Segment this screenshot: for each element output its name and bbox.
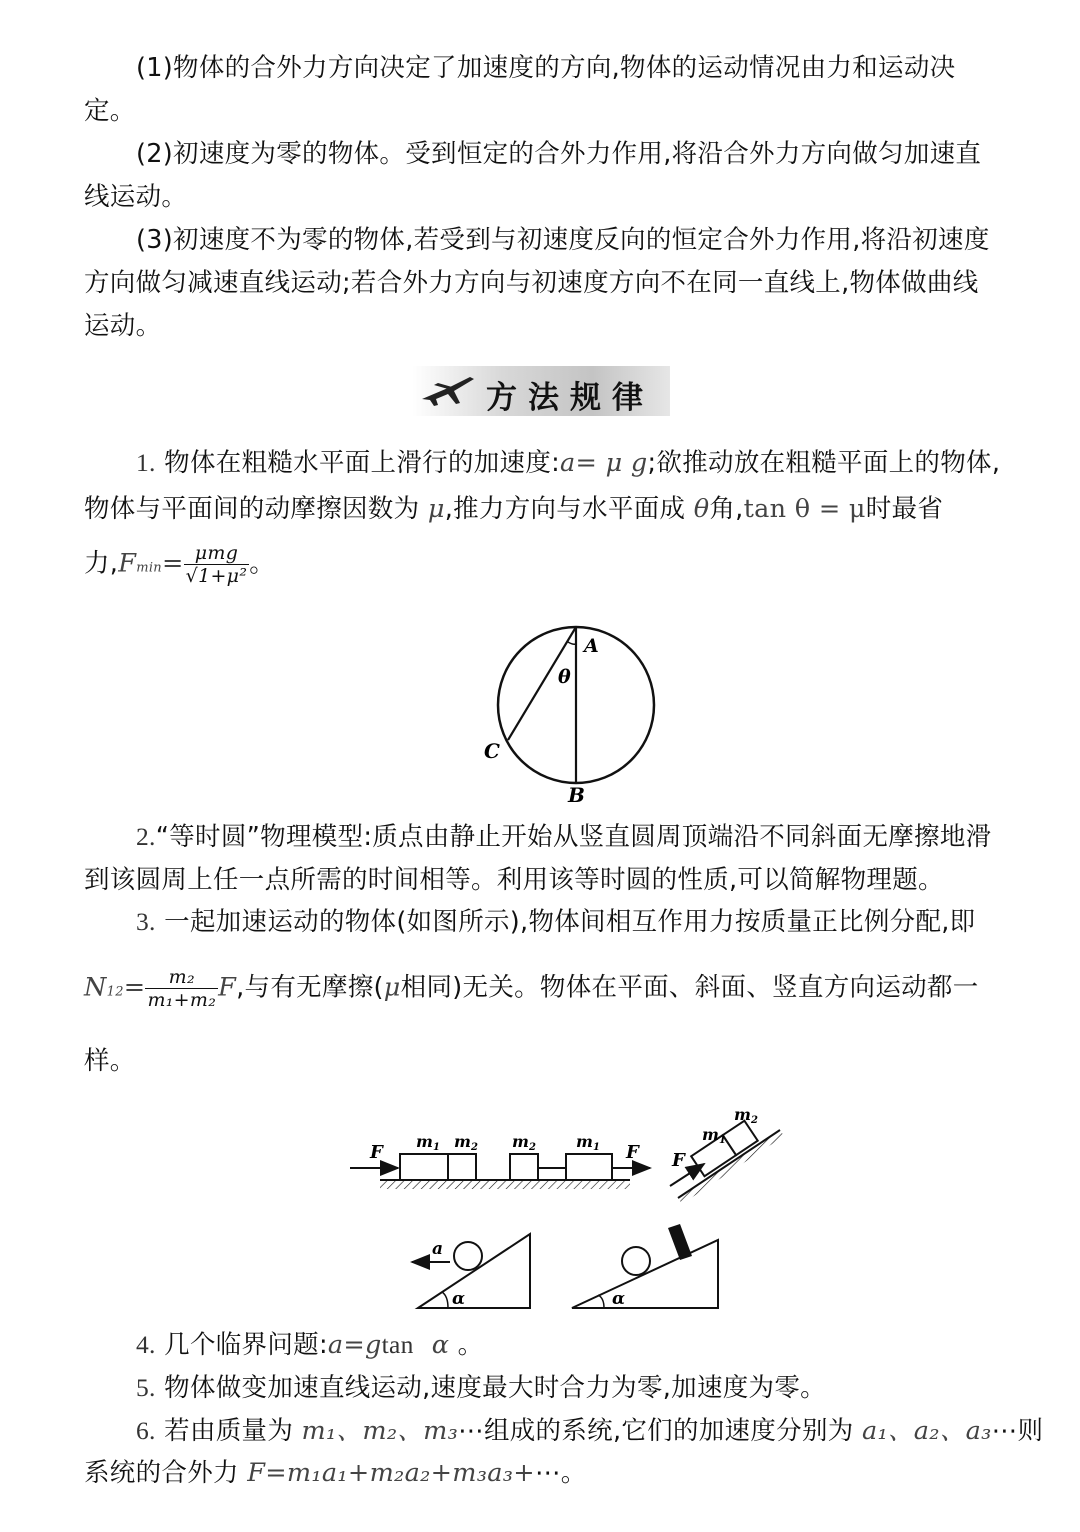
item-4 [84,1323,483,1367]
mass-label-m2-incline: m2 [734,1105,758,1126]
theta-symbol: θ [693,494,710,524]
item-1-formula-b: tan θ = μ [743,494,866,524]
item-1-text-g: 力, [84,548,119,579]
item-1-line-3 [84,542,275,590]
label-a: A [584,635,599,657]
f-min-fraction [184,542,250,587]
item-1-text-d: ,推力方向与水平面成 [444,494,694,524]
paragraph-2: (2)初速度为零的物体。受到恒定的合外力作用,将沿合外力方向做匀加速直线运动。 [84,139,982,212]
item-6-masses: m₁、m₂、m₃ [301,1416,459,1446]
item-2-text: “等时圆”物理模型:质点由静止开始从竖直圆周顶端沿不同斜面无摩擦地滑到该圆周上任一点所需的时间相等。利用该等时圆的性质,可以简解物理题。 [84,822,992,895]
mass-ratio-numerator: m₂ [145,966,218,989]
block-m1-right [566,1154,612,1180]
item-3-line-1 [84,900,975,944]
mu-symbol-2: μ [383,972,401,1003]
item-1-end: 。 [249,548,276,579]
item-3-text-c: 相同)无关。物体在平面、斜面、竖直方向运动都一 [400,972,979,1003]
force-label-left: F [370,1142,383,1163]
item-1-text-e: 角, [709,494,744,524]
item-5-text: 物体做变加速直线运动,速度最大时合力为零,加速度为零。 [155,1373,826,1403]
item-1-number: 1. [136,448,156,477]
paragraph-3: (3)初速度不为零的物体,若受到与初速度反向的恒定合外力作用,将沿初速度方向做匀减速直线运动;若合外力方向与初速度方向不在同一直线上,物体做曲线运动。 [84,225,990,341]
equals-sign: = [161,548,184,579]
mass-label-m1-right: m1 [576,1132,600,1153]
mass-ratio-denominator: m₁+m₂ [147,989,217,1011]
item-3-text-b: ,与有无摩擦( [236,972,384,1003]
n12-symbol: N [84,972,107,1003]
item-3-number: 3. [136,907,156,936]
item-2-number: 2. [136,822,156,851]
item-3-line-3 [84,1040,136,1083]
item-1-text-a: 物体在粗糙水平面上滑行的加速度: [155,448,561,478]
mass-label-m1-incline: m1 [702,1125,726,1146]
f-min-subscript: min [136,560,162,576]
item-5 [84,1366,826,1410]
mass-ratio-fraction [145,966,218,1011]
item-3-text-d: 样。 [84,1046,136,1076]
section-banner [412,366,670,416]
label-theta: θ [558,666,571,688]
item-1-line-2 [84,488,943,531]
item-6-text-b: ⋯组成的系统,它们的加速度分别为 [458,1416,862,1446]
item-5-number: 5. [136,1373,156,1402]
item-1-text-f: 时最省 [865,494,944,524]
item-3-line-2 [84,966,979,1014]
block-m1-left [400,1154,448,1180]
force-symbol: F [218,972,237,1003]
ball-right [622,1247,650,1275]
mass-label-m1-left: m1 [416,1132,440,1153]
alpha-symbol: α [431,1330,450,1360]
mass-label-m2-left: m2 [454,1132,478,1153]
block-m2-right [510,1154,538,1180]
item-4-number: 4. [136,1330,156,1359]
blocks-figure [340,1100,800,1310]
f-min-symbol: F [118,548,137,579]
mass-label-m2-right: m2 [512,1132,536,1153]
item-6-line-1 [84,1409,1043,1453]
banner-title: 方法规律 [486,380,654,416]
item-1-text-b: ;欲推动放在粗糙平面上的物体, [647,448,1001,478]
f-min-numerator: μmg [184,542,250,565]
n12-subscript: 12 [106,984,124,1000]
label-b: B [568,783,585,807]
acceleration-label: a [432,1239,444,1259]
item-6-number: 6. [136,1416,156,1445]
item-1-formula-a: a= μ g [560,448,648,478]
item-6-text-a: 若由质量为 [155,1416,302,1446]
item-1-text-c: 物体与平面间的动摩擦因数为 [84,494,428,524]
equals-sign-2: = [123,972,146,1003]
item-6-text-d: 系统的合外力 [84,1458,248,1488]
angle-arc [568,642,576,644]
item-6-end: ⋯。 [534,1458,587,1488]
item-6-text-c: ⋯则 [991,1416,1044,1446]
ball-left [454,1242,482,1270]
item-4-tan: tan [381,1330,414,1359]
item-6-line-2 [84,1452,587,1495]
item-4-text: 几个临界问题: [155,1330,328,1360]
block-m2-left [448,1154,476,1180]
post [668,1224,692,1260]
isochronous-circle-figure [480,620,680,810]
ground-surface [380,1180,630,1189]
f-min-denominator: √1+μ² [185,565,248,587]
item-4-formula: a=g [327,1330,382,1360]
item-1-line-1 [84,441,1000,485]
force-label-incline: F [672,1150,685,1171]
mu-symbol: μ [427,494,445,524]
item-4-end: 。 [449,1330,484,1360]
item-3-text-a: 一起加速运动的物体(如图所示),物体间相互作用力按质量正比例分配,即 [155,907,976,937]
alpha-label-right: α [612,1289,626,1309]
item-6-accelerations: a₁、a₂、a₃ [861,1416,992,1446]
airplane-icon [418,369,478,413]
paragraph-1: (1)物体的合外力方向决定了加速度的方向,物体的运动情况由力和运动决定。 [84,53,956,126]
force-label-right: F [626,1142,639,1163]
item-2 [84,815,1004,902]
label-c: C [484,739,500,763]
alpha-label-left: α [452,1289,466,1309]
item-6-formula: F=m₁a₁+m₂a₂+m₃a₃+ [247,1458,535,1488]
